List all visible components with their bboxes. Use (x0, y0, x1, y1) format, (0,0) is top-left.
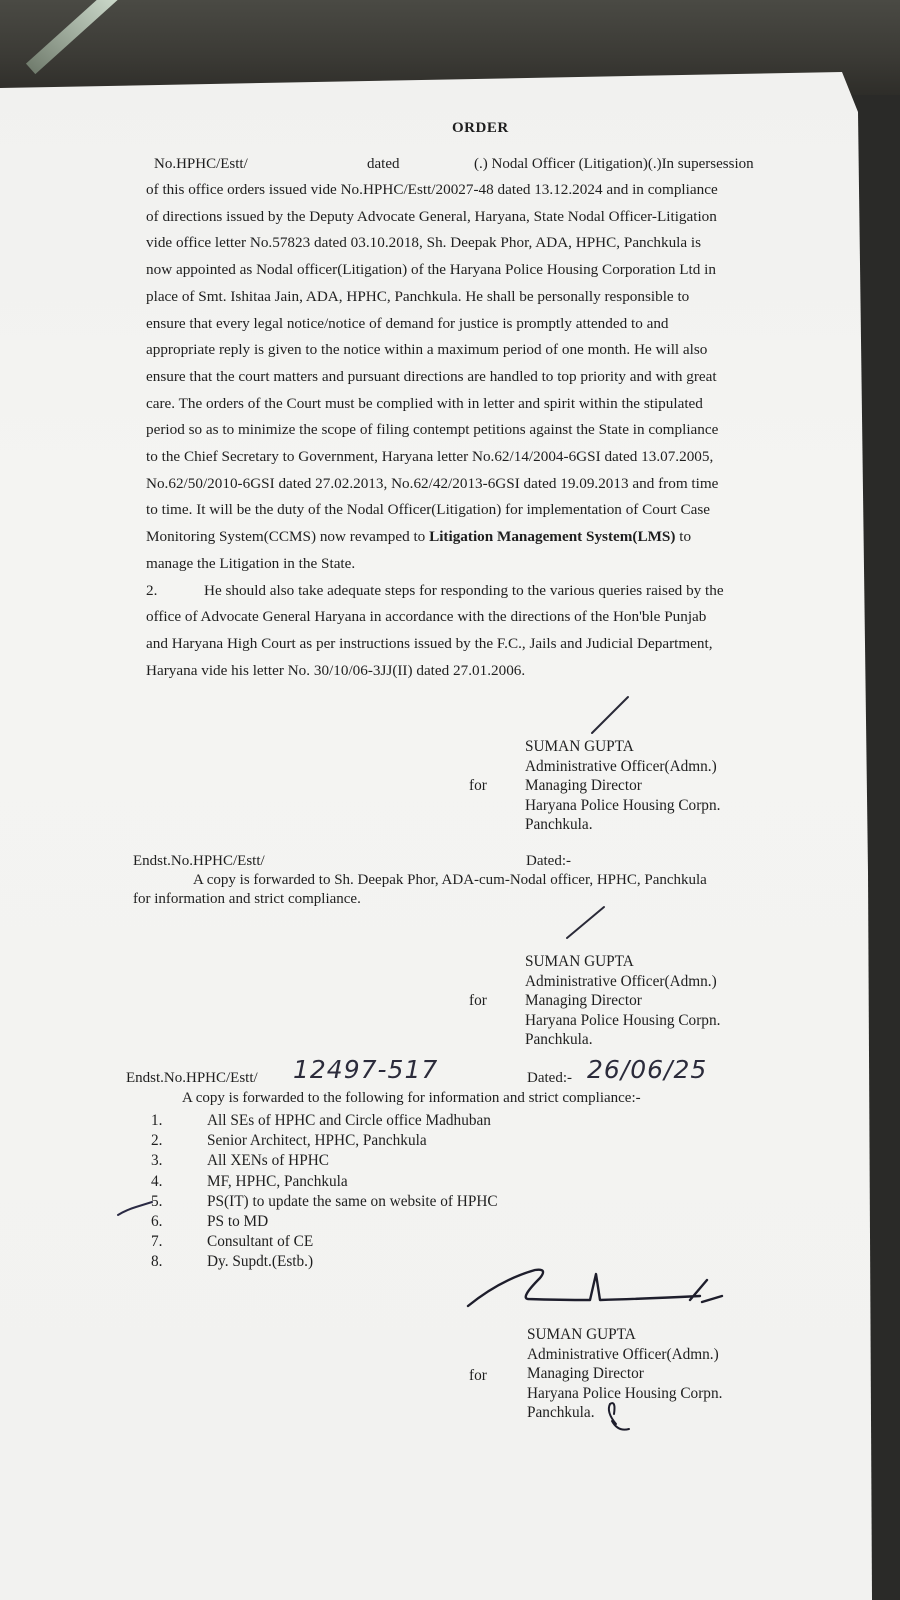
signatory-name: SUMAN GUPTA (525, 953, 634, 970)
list-item-text: MF, HPHC, Panchkula (207, 1172, 348, 1190)
lms-bold: Litigation Management System(LMS) (429, 528, 676, 546)
para1-line: care. The orders of the Court must be complied with in letter and spirit within the stipulated (146, 394, 703, 412)
para2-number: 2. (146, 581, 158, 599)
list-item-number: 1. (151, 1112, 163, 1129)
endorsement1-dated: Dated:- (526, 853, 571, 869)
initial-mark-1 (592, 697, 628, 733)
initial-mark-2 (567, 907, 604, 938)
para1-line: ensure that the court matters and pursuant directions are handled to top priority and with great (146, 367, 717, 385)
para2-first-text: He should also take adequate steps for responding to the various queries raised by the (204, 581, 724, 599)
signatory-org: Haryana Police Housing Corpn. (525, 796, 721, 814)
list-item-text: PS to MD (207, 1213, 269, 1231)
lms-prefix: Monitoring System(CCMS) now revamped to (146, 528, 430, 546)
signatory-place: Panchkula. (527, 1404, 595, 1421)
list-item-text: Senior Architect, HPHC, Panchkula (207, 1132, 427, 1150)
for-label-2: for (469, 992, 487, 1009)
para2-line: Haryana vide his letter No. 30/10/06-3JJ(II) dated 27.01.2006. (146, 661, 526, 679)
endorsement2-ref: Endst.No.HPHC/Estt/ (126, 1070, 258, 1086)
list-item-number: 4. (151, 1172, 163, 1190)
para1-line: of directions issued by the Deputy Advocate General, Haryana, State Nodal Officer-Litigation (146, 207, 717, 225)
list-item-number: 2. (151, 1132, 163, 1150)
para1-line: of this office orders issued vide No.HPHC/Estt/20027-48 dated 13.12.2024 and in compliance (146, 181, 718, 198)
para2-line: and Haryana High Court as per instructions issued by the F.C., Jails and Judicial Department, (146, 634, 713, 652)
signatory-on-behalf: Managing Director (527, 1365, 644, 1382)
para1-line: to time. It will be the duty of the Nodal Officer(Litigation) for implementation of Court Case (146, 501, 711, 519)
order-subject: (.) Nodal Officer (Litigation)(.)In supersession (474, 156, 754, 172)
signatory-name: SUMAN GUPTA (525, 738, 634, 755)
tick-mark (118, 1202, 152, 1215)
handwritten-ref-number: 12497-517 (293, 1055, 439, 1084)
for-label-3: for (469, 1367, 487, 1384)
endorsement2-dated: Dated:- (527, 1070, 572, 1086)
initial-mark-3 (609, 1403, 629, 1430)
signatory-designation: Administrative Officer(Admn.) (525, 757, 717, 775)
endorsement1-line1: A copy is forwarded to Sh. Deepak Phor, ADA-cum-Nodal officer, HPHC, Panchkula (193, 872, 707, 888)
list-item-text: Consultant of CE (207, 1233, 314, 1251)
list-item-text: Dy. Supdt.(Estb.) (207, 1253, 314, 1271)
list-item-text: All SEs of HPHC and Circle office Madhuban (207, 1112, 491, 1129)
list-item-number: 3. (151, 1152, 163, 1170)
lms-suffix: to (675, 528, 692, 546)
list-item-number: 8. (151, 1253, 163, 1271)
order-ref-no: No.HPHC/Estt/ (154, 156, 248, 172)
para1-line: No.62/50/2010-6GSI dated 27.02.2013, No.62/42/2013-6GSI dated 19.09.2013 and from time (146, 474, 719, 492)
for-label-1: for (469, 777, 487, 794)
endorsement1-line2: for information and strict compliance. (133, 891, 361, 907)
list-item-number: 5. (151, 1192, 163, 1210)
para1-line: place of Smt. Ishitaa Jain, ADA, HPHC, Panchkula. He shall be personally responsible to (146, 287, 690, 305)
signatory-place: Panchkula. (525, 1031, 593, 1048)
para1-line: to the Chief Secretary to Government, Haryana letter No.62/14/2004-6GSI dated 13.07.2005, (146, 448, 714, 466)
para2-line: office of Advocate General Haryana in accordance with the directions of the Hon'ble Punjab (146, 608, 707, 626)
endorsement2-intro: A copy is forwarded to the following for information and strict compliance:- (182, 1090, 641, 1106)
handwritten-date: 26/06/25 (587, 1055, 708, 1084)
order-title: ORDER (452, 120, 509, 136)
para1-line: period so as to minimize the scope of filing contempt petitions against the State in compliance (146, 421, 719, 439)
signatory-on-behalf: Managing Director (525, 992, 642, 1009)
list-item-text: All XENs of HPHC (207, 1152, 329, 1170)
para1-line: ensure that every legal notice/notice of demand for justice is promptly attended to and (146, 314, 669, 332)
signatory-on-behalf: Managing Director (525, 777, 642, 794)
list-item-number: 7. (151, 1233, 163, 1251)
para1-line: now appointed as Nodal officer(Litigation) of the Haryana Police Housing Corporation Ltd in (146, 261, 716, 279)
signatory-place: Panchkula. (525, 816, 593, 833)
endorsement1-ref: Endst.No.HPHC/Estt/ (133, 853, 265, 869)
list-item-text: PS(IT) to update the same on website of HPHC (207, 1192, 498, 1210)
para1-line: appropriate reply is given to the notice within a maximum period of one month. He will also (146, 341, 708, 359)
signature-icon (468, 1270, 722, 1306)
signatory-name: SUMAN GUPTA (527, 1326, 636, 1343)
para1-last-line: manage the Litigation in the State. (146, 554, 356, 572)
para1-line: vide office letter No.57823 dated 03.10.2018, Sh. Deepak Phor, ADA, HPHC, Panchkula is (146, 234, 702, 252)
signatory-designation: Administrative Officer(Admn.) (527, 1345, 719, 1363)
list-item-number: 6. (151, 1213, 163, 1231)
signatory-org: Haryana Police Housing Corpn. (527, 1384, 723, 1402)
signatory-org: Haryana Police Housing Corpn. (525, 1011, 721, 1029)
signatory-designation: Administrative Officer(Admn.) (525, 972, 717, 990)
order-dated-label: dated (367, 156, 400, 172)
